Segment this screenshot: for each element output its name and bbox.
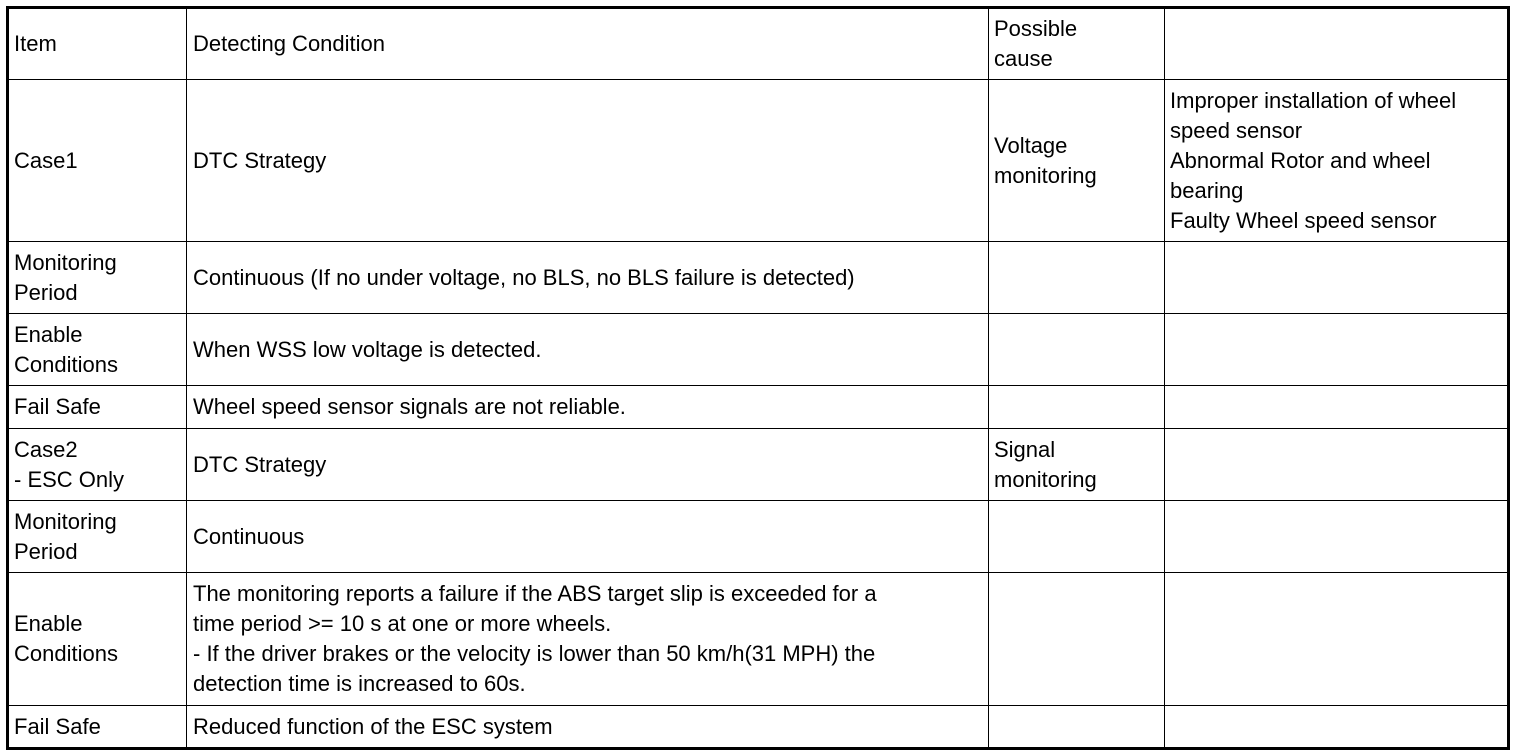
table-header-row [8, 8, 1509, 80]
row-extra [1165, 429, 1509, 501]
header-extra [1165, 8, 1509, 80]
row-possible-cause [989, 386, 1165, 429]
row-condition: Continuous (If no under voltage, no BLS, no BLS failure is detected) [187, 242, 989, 314]
table-row [8, 501, 1509, 573]
row-extra [1165, 314, 1509, 386]
row-item: Fail Safe [8, 386, 187, 429]
row-extra [1165, 386, 1509, 429]
header-detecting-condition: Detecting Condition [187, 8, 989, 80]
row-item: Fail Safe [8, 706, 187, 749]
table-row [8, 314, 1509, 386]
table-row [8, 706, 1509, 749]
row-extra [1165, 242, 1509, 314]
row-item: Enable Conditions [8, 573, 187, 706]
row-item: Case1 [8, 80, 187, 242]
row-possible-cause [989, 314, 1165, 386]
row-condition: Wheel speed sensor signals are not reliable. [187, 386, 989, 429]
header-possible-cause: Possible cause [989, 8, 1165, 80]
row-condition: Continuous [187, 501, 989, 573]
table-row [8, 429, 1509, 501]
row-item: Monitoring Period [8, 242, 187, 314]
row-extra [1165, 501, 1509, 573]
row-possible-cause [989, 573, 1165, 706]
row-condition: DTC Strategy [187, 80, 989, 242]
row-condition: Reduced function of the ESC system [187, 706, 989, 749]
row-extra: Improper installation of wheel speed sensor Abnormal Rotor and wheel bearing Faulty Wheel speed sensor [1165, 80, 1509, 242]
table-row [8, 80, 1509, 242]
row-item: Case2 - ESC Only [8, 429, 187, 501]
row-condition: The monitoring reports a failure if the ABS target slip is exceeded for a time period >= 10 s at one or more wheels. - If the driver brakes or the velocity is lower than 50 km/h(31 MPH) the detection time is increased to 60s. [187, 573, 989, 706]
row-possible-cause: Signal monitoring [989, 429, 1165, 501]
header-item: Item [8, 8, 187, 80]
row-extra [1165, 706, 1509, 749]
table-row [8, 242, 1509, 314]
row-condition: When WSS low voltage is detected. [187, 314, 989, 386]
row-possible-cause [989, 501, 1165, 573]
row-possible-cause [989, 242, 1165, 314]
row-extra [1165, 573, 1509, 706]
row-condition: DTC Strategy [187, 429, 989, 501]
row-possible-cause: Voltage monitoring [989, 80, 1165, 242]
dtc-strategy-table [6, 6, 1510, 750]
table-row [8, 386, 1509, 429]
row-item: Monitoring Period [8, 501, 187, 573]
row-possible-cause [989, 706, 1165, 749]
row-item: Enable Conditions [8, 314, 187, 386]
table-row [8, 573, 1509, 706]
